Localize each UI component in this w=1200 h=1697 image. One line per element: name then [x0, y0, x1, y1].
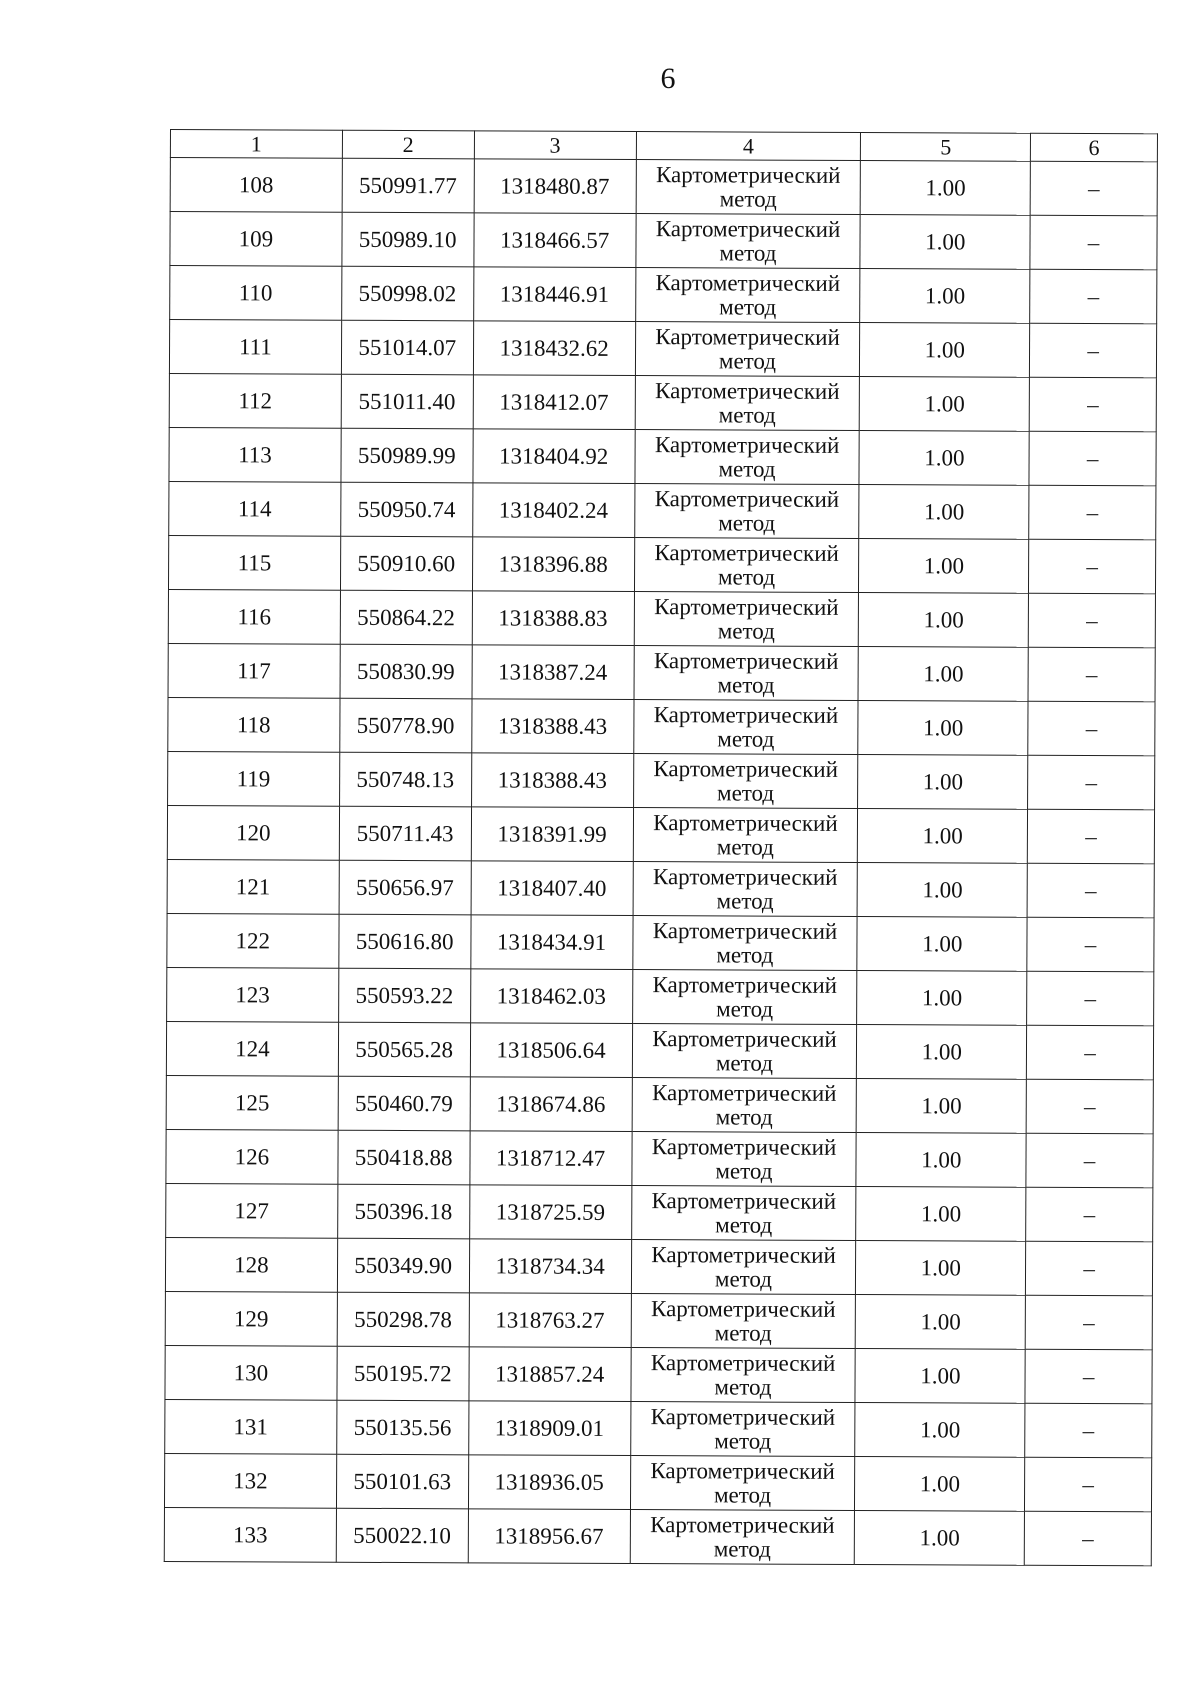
accuracy-cell: 1.00 — [855, 1349, 1025, 1404]
point-number-cell: 113 — [169, 427, 341, 482]
table-row — [165, 1399, 1152, 1457]
method-line-2: метод — [717, 671, 775, 698]
accuracy-cell: 1.00 — [857, 1079, 1027, 1134]
x-coordinate-cell: 550349.90 — [337, 1238, 469, 1293]
x-coordinate-cell: 550298.78 — [337, 1292, 469, 1347]
point-number-cell: 111 — [169, 320, 341, 375]
method-line-2: метод — [717, 617, 775, 644]
point-number-cell: 124 — [166, 1021, 338, 1076]
table-row — [167, 859, 1154, 917]
point-number-cell: 127 — [166, 1183, 338, 1238]
method-cell — [630, 1402, 855, 1457]
point-number-cell: 123 — [167, 967, 339, 1022]
method-line-1: Картометрический — [653, 647, 839, 674]
accuracy-cell: 1.00 — [857, 1025, 1027, 1080]
method-cell — [631, 1186, 856, 1241]
accuracy-cell: 1.00 — [856, 1187, 1026, 1242]
method-line-2: метод — [717, 725, 775, 752]
y-coordinate-cell: 1318936.05 — [468, 1455, 630, 1510]
x-coordinate-cell: 550910.60 — [340, 536, 472, 591]
x-coordinate-cell: 550656.97 — [339, 860, 471, 915]
method-line-2: метод — [718, 509, 776, 536]
x-coordinate-cell: 550593.22 — [338, 968, 470, 1023]
accuracy-cell: 1.00 — [860, 377, 1030, 432]
method-line-2: метод — [714, 1373, 772, 1400]
method-line-1: Картометрический — [651, 1241, 836, 1268]
method-cell — [633, 808, 858, 863]
method-line-1: Картометрический — [650, 1349, 836, 1376]
point-number-cell: 129 — [165, 1291, 337, 1346]
accuracy-cell: 1.00 — [861, 161, 1031, 216]
table-row — [165, 1291, 1152, 1349]
point-number-cell: 116 — [168, 589, 340, 644]
method-line-2: метод — [718, 455, 776, 482]
column-header: 4 — [636, 132, 861, 161]
table-row — [164, 1507, 1151, 1565]
method-line-1: Картометрический — [654, 431, 840, 458]
method-cell — [632, 916, 857, 971]
description-cell: – — [1028, 647, 1155, 702]
description-cell: – — [1030, 323, 1157, 378]
table-row — [167, 967, 1154, 1025]
point-number-cell: 109 — [170, 212, 342, 267]
x-coordinate-cell: 550991.77 — [342, 158, 474, 213]
y-coordinate-cell: 1318763.27 — [469, 1293, 631, 1348]
description-cell: – — [1029, 539, 1156, 594]
point-number-cell: 125 — [166, 1075, 338, 1130]
method-cell — [631, 1132, 856, 1187]
method-line-1: Картометрический — [653, 755, 839, 782]
table-row — [168, 751, 1155, 809]
method-cell — [632, 1024, 857, 1079]
table-body — [164, 158, 1157, 1566]
method-line-2: метод — [718, 401, 776, 428]
method-line-1: Картометрический — [650, 1403, 836, 1430]
table-row — [169, 320, 1156, 378]
method-line-1: Картометрический — [655, 269, 841, 296]
y-coordinate-cell: 1318734.34 — [469, 1239, 631, 1294]
method-cell — [634, 646, 859, 701]
method-line-2: метод — [716, 995, 774, 1022]
description-cell: – — [1027, 917, 1154, 972]
description-cell: – — [1025, 1349, 1152, 1404]
column-header: 2 — [342, 130, 474, 159]
x-coordinate-cell: 550616.80 — [339, 914, 471, 969]
column-header: 3 — [474, 131, 636, 160]
method-line-2: метод — [716, 887, 774, 914]
accuracy-cell: 1.00 — [855, 1403, 1025, 1458]
y-coordinate-cell: 1318712.47 — [470, 1131, 632, 1186]
y-coordinate-cell: 1318388.43 — [471, 753, 633, 808]
page-number: 6 — [660, 62, 676, 95]
method-line-2: метод — [715, 1157, 773, 1184]
x-coordinate-cell: 550989.10 — [342, 212, 474, 267]
point-number-cell: 132 — [164, 1453, 336, 1508]
method-cell — [633, 700, 858, 755]
method-line-1: Картометрический — [650, 1457, 835, 1484]
y-coordinate-cell: 1318412.07 — [473, 375, 635, 430]
x-coordinate-cell: 550396.18 — [337, 1184, 469, 1239]
method-line-1: Картометрический — [651, 1295, 836, 1322]
x-coordinate-cell: 550778.90 — [340, 698, 472, 753]
point-number-cell: 122 — [167, 913, 339, 968]
description-cell: – — [1027, 809, 1154, 864]
method-line-1: Картометрический — [655, 377, 840, 404]
point-number-cell: 115 — [168, 535, 340, 590]
point-number-cell: 130 — [165, 1345, 337, 1400]
x-coordinate-cell: 551011.40 — [341, 374, 473, 429]
y-coordinate-cell: 1318432.62 — [473, 321, 635, 376]
description-cell: – — [1025, 1295, 1152, 1350]
point-number-cell: 117 — [168, 643, 340, 698]
table-row — [169, 427, 1156, 485]
point-number-cell: 110 — [170, 266, 342, 321]
point-number-cell: 119 — [168, 751, 340, 806]
accuracy-cell: 1.00 — [860, 215, 1030, 270]
table-row — [166, 1075, 1153, 1133]
method-cell — [634, 484, 859, 539]
table-row — [169, 481, 1156, 539]
method-line-2: метод — [719, 293, 777, 320]
method-line-2: метод — [715, 1103, 773, 1130]
point-number-cell: 133 — [164, 1507, 336, 1562]
method-line-1: Картометрический — [652, 917, 838, 944]
method-cell — [632, 1078, 857, 1133]
description-cell: – — [1027, 971, 1154, 1026]
point-number-cell: 108 — [170, 158, 342, 213]
accuracy-cell: 1.00 — [860, 269, 1030, 324]
y-coordinate-cell: 1318446.91 — [473, 267, 635, 322]
method-line-2: метод — [717, 563, 776, 590]
method-cell — [636, 160, 861, 215]
table-row — [166, 1021, 1153, 1079]
description-cell: – — [1027, 863, 1154, 918]
accuracy-cell: 1.00 — [856, 1295, 1026, 1350]
y-coordinate-cell: 1318402.24 — [472, 483, 634, 538]
accuracy-cell: 1.00 — [858, 755, 1028, 810]
method-cell — [634, 538, 859, 593]
y-coordinate-cell: 1318404.92 — [473, 429, 635, 484]
method-line-1: Картометрический — [654, 539, 839, 566]
method-cell — [635, 376, 860, 431]
description-cell: – — [1028, 701, 1155, 756]
method-line-1: Картометрический — [654, 593, 839, 620]
x-coordinate-cell: 550101.63 — [336, 1454, 468, 1509]
accuracy-cell: 1.00 — [858, 647, 1028, 702]
description-cell: – — [1026, 1187, 1153, 1242]
accuracy-cell: 1.00 — [857, 971, 1027, 1026]
method-line-2: метод — [715, 1211, 773, 1238]
method-line-1: Картометрический — [651, 1079, 837, 1106]
method-line-2: метод — [716, 833, 774, 860]
table-row — [167, 913, 1154, 971]
table-row — [170, 266, 1157, 324]
method-line-1: Картометрический — [652, 1025, 837, 1052]
x-coordinate-cell: 550418.88 — [338, 1130, 470, 1185]
y-coordinate-cell: 1318388.43 — [471, 699, 633, 754]
method-line-1: Картометрический — [653, 701, 839, 728]
accuracy-cell: 1.00 — [859, 431, 1029, 486]
description-cell: – — [1026, 1079, 1153, 1134]
point-number-cell: 120 — [167, 805, 339, 860]
description-cell: – — [1025, 1457, 1152, 1512]
table-row — [169, 373, 1156, 431]
method-line-1: Картометрический — [654, 485, 840, 512]
table-row — [166, 1183, 1153, 1241]
x-coordinate-cell: 550565.28 — [338, 1022, 470, 1077]
accuracy-cell: 1.00 — [856, 1133, 1026, 1188]
method-cell — [635, 322, 860, 377]
x-coordinate-cell: 550748.13 — [339, 752, 471, 807]
x-coordinate-cell: 551014.07 — [341, 320, 473, 375]
y-coordinate-cell: 1318462.03 — [470, 969, 632, 1024]
method-cell — [630, 1510, 855, 1565]
method-cell — [635, 268, 860, 323]
method-line-2: метод — [714, 1427, 772, 1454]
column-header: 6 — [1031, 133, 1158, 162]
method-cell — [635, 214, 860, 269]
table-row — [165, 1237, 1152, 1295]
x-coordinate-cell: 550830.99 — [340, 644, 472, 699]
accuracy-cell: 1.00 — [860, 323, 1030, 378]
y-coordinate-cell: 1318391.99 — [471, 807, 633, 862]
description-cell: – — [1025, 1403, 1152, 1458]
x-coordinate-cell: 550989.99 — [341, 428, 473, 483]
description-cell: – — [1030, 161, 1157, 216]
x-coordinate-cell: 550135.56 — [336, 1400, 468, 1455]
method-cell — [633, 862, 858, 917]
x-coordinate-cell: 550195.72 — [337, 1346, 469, 1401]
description-cell: – — [1026, 1133, 1153, 1188]
method-line-1: Картометрический — [651, 1187, 837, 1214]
column-header: 5 — [861, 133, 1031, 162]
y-coordinate-cell: 1318388.83 — [472, 591, 634, 646]
table-row — [164, 1453, 1151, 1511]
description-cell: – — [1028, 755, 1155, 810]
method-line-1: Картометрический — [655, 323, 840, 350]
x-coordinate-cell: 550022.10 — [336, 1508, 468, 1563]
method-line-2: метод — [716, 941, 774, 968]
description-cell: – — [1026, 1241, 1153, 1296]
accuracy-cell: 1.00 — [856, 1241, 1026, 1296]
accuracy-cell: 1.00 — [859, 593, 1029, 648]
point-number-cell: 128 — [165, 1237, 337, 1292]
method-line-2: метод — [719, 185, 777, 212]
x-coordinate-cell: 550460.79 — [338, 1076, 470, 1131]
method-cell — [634, 592, 859, 647]
y-coordinate-cell: 1318407.40 — [471, 861, 633, 916]
table-row — [168, 643, 1155, 701]
coordinates-table — [164, 129, 1158, 1566]
method-line-1: Картометрический — [651, 1133, 837, 1160]
method-line-1: Картометрический — [655, 215, 841, 242]
method-cell — [632, 970, 857, 1025]
method-line-1: Картометрический — [650, 1511, 835, 1538]
table-header — [170, 130, 1157, 162]
method-line-2: метод — [717, 779, 775, 806]
method-line-2: метод — [715, 1049, 774, 1076]
method-line-1: Картометрический — [653, 809, 838, 836]
accuracy-cell: 1.00 — [858, 863, 1028, 918]
method-cell — [630, 1348, 855, 1403]
description-cell: – — [1029, 377, 1156, 432]
accuracy-cell: 1.00 — [855, 1511, 1025, 1566]
y-coordinate-cell: 1318506.64 — [470, 1023, 632, 1078]
point-number-cell: 114 — [169, 481, 341, 536]
table-row — [166, 1129, 1153, 1187]
y-coordinate-cell: 1318387.24 — [472, 645, 634, 700]
point-number-cell: 121 — [167, 859, 339, 914]
table-row — [168, 535, 1155, 593]
y-coordinate-cell: 1318909.01 — [468, 1401, 630, 1456]
header-row — [170, 130, 1157, 162]
y-coordinate-cell: 1318725.59 — [469, 1185, 631, 1240]
table-row — [167, 805, 1154, 863]
method-cell — [634, 430, 859, 485]
table-row — [168, 697, 1155, 755]
y-coordinate-cell: 1318396.88 — [472, 537, 634, 592]
y-coordinate-cell: 1318434.91 — [470, 915, 632, 970]
table-row — [168, 589, 1155, 647]
description-cell: – — [1027, 1025, 1154, 1080]
method-line-1: Картометрический — [652, 971, 838, 998]
description-cell: – — [1029, 431, 1156, 486]
point-number-cell: 118 — [168, 697, 340, 752]
description-cell: – — [1024, 1511, 1151, 1566]
method-line-2: метод — [713, 1481, 772, 1508]
accuracy-cell: 1.00 — [859, 539, 1029, 594]
y-coordinate-cell: 1318956.67 — [468, 1509, 630, 1564]
table-row — [170, 212, 1157, 270]
y-coordinate-cell: 1318480.87 — [474, 159, 636, 214]
method-line-1: Картометрический — [652, 863, 838, 890]
table-row — [165, 1345, 1152, 1403]
accuracy-cell: 1.00 — [859, 485, 1029, 540]
accuracy-cell: 1.00 — [857, 917, 1027, 972]
x-coordinate-cell: 550711.43 — [339, 806, 471, 861]
table-row — [170, 158, 1157, 216]
method-line-2: метод — [713, 1535, 771, 1562]
method-line-2: метод — [718, 347, 777, 374]
accuracy-cell: 1.00 — [858, 701, 1028, 756]
method-cell — [630, 1456, 855, 1511]
x-coordinate-cell: 550950.74 — [340, 482, 472, 537]
method-cell — [633, 754, 858, 809]
method-cell — [631, 1240, 856, 1295]
description-cell: – — [1030, 215, 1157, 270]
column-header: 1 — [170, 130, 342, 159]
x-coordinate-cell: 550864.22 — [340, 590, 472, 645]
accuracy-cell: 1.00 — [855, 1457, 1025, 1512]
method-line-2: метод — [719, 239, 777, 266]
description-cell: – — [1030, 269, 1157, 324]
y-coordinate-cell: 1318674.86 — [470, 1077, 632, 1132]
point-number-cell: 126 — [166, 1129, 338, 1184]
y-coordinate-cell: 1318466.57 — [474, 213, 636, 268]
point-number-cell: 131 — [165, 1399, 337, 1454]
method-line-1: Картометрический — [655, 161, 841, 188]
description-cell: – — [1029, 485, 1156, 540]
method-line-2: метод — [714, 1265, 773, 1292]
x-coordinate-cell: 550998.02 — [341, 266, 473, 321]
y-coordinate-cell: 1318857.24 — [469, 1347, 631, 1402]
accuracy-cell: 1.00 — [858, 809, 1028, 864]
point-number-cell: 112 — [169, 373, 341, 428]
method-cell — [631, 1294, 856, 1349]
method-line-2: метод — [714, 1319, 772, 1346]
description-cell: – — [1028, 593, 1155, 648]
